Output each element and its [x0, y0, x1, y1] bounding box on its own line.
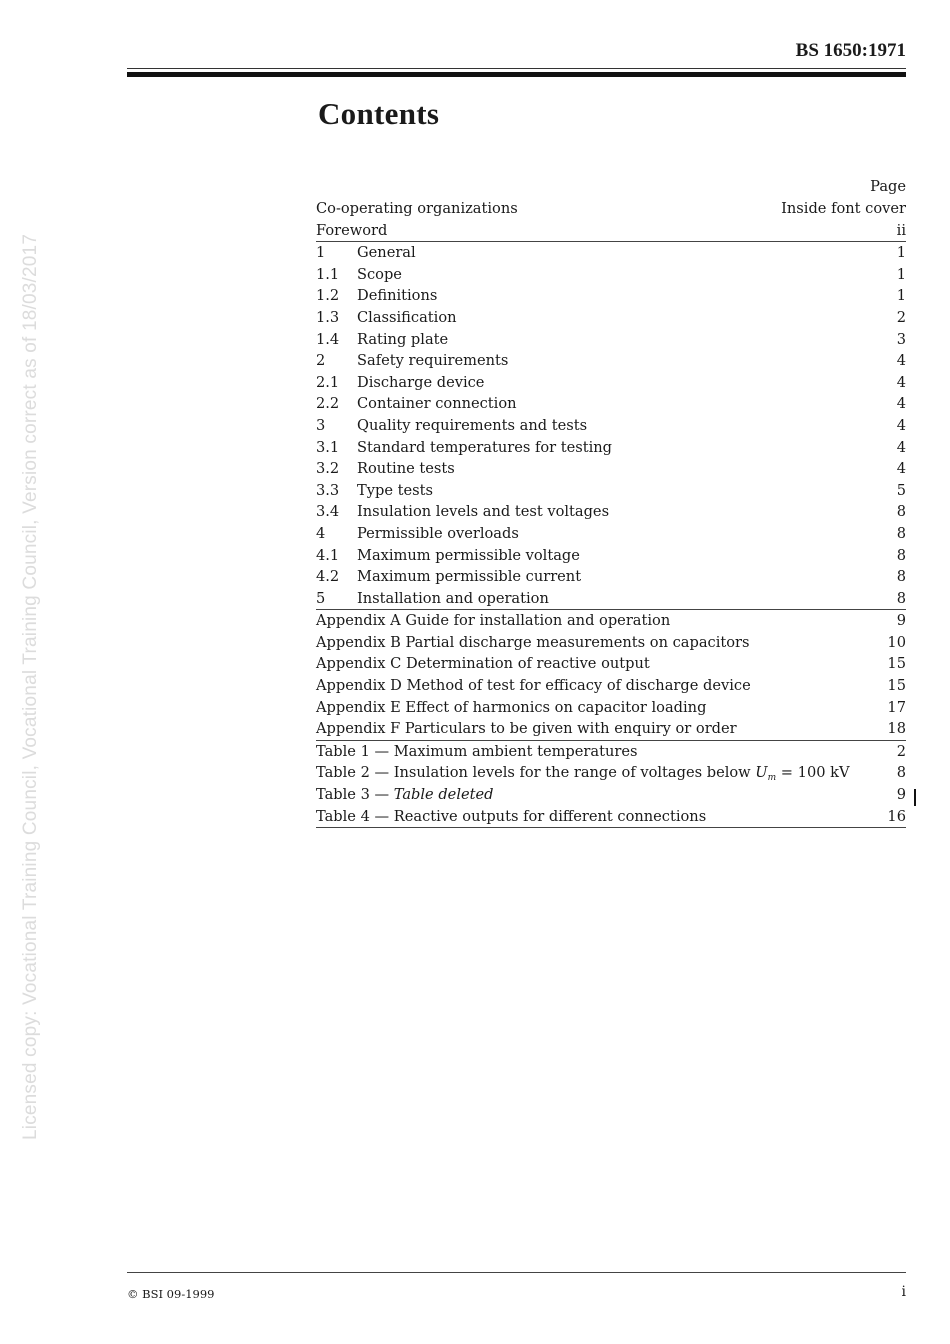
toc-entry[interactable] [316, 393, 906, 415]
toc-entry-label: Standard temperatures for testing [357, 438, 613, 456]
toc-entry-label: Rating plate [357, 330, 449, 348]
toc-entry-label: Table 4 — Reactive outputs for different connections [316, 807, 707, 825]
toc-entry-label-italic: Table deleted [393, 786, 494, 804]
toc-entry-number: 3.3 [316, 481, 340, 499]
toc-entry[interactable] [316, 198, 906, 220]
toc-entry-page: 1 [896, 265, 906, 283]
toc-entry-page: 9 [896, 612, 906, 630]
toc-entry[interactable] [316, 350, 906, 372]
toc-entry-label: Safety requirements [357, 352, 509, 370]
toc-entry[interactable] [316, 632, 906, 654]
voltage-symbol: U [755, 764, 768, 782]
toc-entry-label: Classification [357, 308, 457, 326]
toc-entry-label: Appendix C Determination of reactive output [316, 655, 650, 673]
page-title: Contents [318, 96, 440, 131]
toc-entry[interactable] [316, 566, 906, 588]
page-column-heading: Page [870, 178, 906, 195]
table-of-contents [316, 176, 906, 828]
voltage-subscript: m [767, 773, 777, 784]
toc-entry[interactable] [316, 480, 906, 502]
toc-entry-page: 4 [896, 395, 906, 413]
toc-entry-label: Permissible overloads [357, 524, 519, 542]
toc-entry[interactable] [316, 307, 906, 329]
toc-entry-page: 18 [887, 720, 906, 738]
toc-entry-label-text: Table 3 — [316, 786, 394, 804]
toc-entry[interactable] [316, 501, 906, 523]
toc-entry-label: Type tests [357, 481, 433, 499]
toc-entry[interactable] [316, 588, 906, 610]
toc-entry-page: 1 [896, 244, 906, 262]
toc-entry[interactable] [316, 285, 906, 307]
toc-entry-page: 8 [896, 589, 906, 607]
toc-entry-number: 5 [316, 589, 326, 607]
toc-entry-number: 3.1 [316, 438, 340, 456]
header-rule-thin [127, 68, 906, 69]
toc-entry-page: 15 [887, 655, 906, 673]
toc-entry-label: Co-operating organizations [316, 200, 518, 217]
toc-entry[interactable] [316, 675, 906, 697]
toc-entry-page: 4 [896, 460, 906, 478]
toc-entry-label: Appendix B Partial discharge measurements on capacitors [316, 633, 750, 651]
toc-entry[interactable] [316, 329, 906, 351]
license-watermark: Licensed copy: Vocational Training Council, Vocational Training Council, Version correct as of 18/03/2017 [20, 233, 41, 1140]
toc-entry-page: 3 [896, 330, 906, 348]
toc-entry-label: Discharge device [357, 373, 485, 391]
toc-entry-number: 4 [316, 524, 326, 542]
toc-entry-page: 17 [887, 698, 906, 716]
toc-entry-number: 2 [316, 352, 326, 370]
toc-entry-page: 8 [896, 568, 906, 586]
toc-entry-number: 3 [316, 416, 326, 434]
toc-entry-number: 1.4 [316, 330, 340, 348]
toc-entry-page: 8 [896, 503, 906, 521]
toc-entry[interactable] [316, 806, 906, 828]
toc-entry[interactable] [316, 372, 906, 394]
toc-entry-page: 4 [896, 373, 906, 391]
toc-entry-number: 1.2 [316, 287, 340, 305]
toc-entry-label: Quality requirements and tests [357, 416, 588, 434]
toc-entry[interactable] [316, 437, 906, 459]
toc-clauses [316, 242, 906, 610]
toc-entry-page: 15 [887, 677, 906, 695]
toc-entry[interactable] [316, 697, 906, 719]
toc-entry-number: 4.1 [316, 546, 340, 564]
toc-entry-page: 4 [896, 438, 906, 456]
toc-entry-page: 4 [896, 416, 906, 434]
toc-entry-page: 16 [887, 807, 906, 825]
footer-page-number: i [901, 1284, 906, 1300]
toc-entry[interactable] [316, 458, 906, 480]
toc-entry-page: 2 [896, 742, 906, 760]
toc-entry[interactable] [316, 610, 906, 632]
toc-entry[interactable] [316, 718, 906, 740]
toc-entry[interactable] [316, 264, 906, 286]
toc-entry-label: Appendix F Particulars to be given with enquiry or order [316, 720, 737, 738]
toc-appendices [316, 610, 906, 741]
toc-entry-number: 2.2 [316, 395, 340, 413]
toc-entry-label-text: Table 2 — Insulation levels for the range of voltages below [316, 764, 756, 782]
toc-entry-label: Appendix D Method of test for efficacy of discharge device [316, 677, 751, 695]
toc-tables [316, 741, 906, 828]
toc-entry[interactable] [316, 523, 906, 545]
toc-entry-page: 8 [896, 546, 906, 564]
toc-entry-number: 1.1 [316, 265, 340, 283]
toc-entry[interactable] [316, 653, 906, 675]
change-bar [914, 789, 916, 806]
toc-entry-page: 1 [896, 287, 906, 305]
toc-entry-label [316, 784, 897, 806]
toc-entry-number: 1.3 [316, 308, 340, 326]
header-rule-thick [127, 72, 906, 77]
toc-entry[interactable] [316, 762, 906, 784]
toc-entry-label: Installation and operation [357, 589, 549, 607]
toc-entry-page: 8 [896, 764, 906, 782]
toc-entry-label: Table 1 — Maximum ambient temperatures [316, 742, 638, 760]
toc-entry-label: Maximum permissible current [357, 568, 582, 586]
toc-entry-number: 1 [316, 244, 326, 262]
toc-entry-label: Appendix A Guide for installation and operation [316, 612, 671, 630]
toc-entry-page: ii [896, 221, 906, 239]
footer-rule [127, 1272, 906, 1273]
toc-entry-label: Routine tests [357, 460, 455, 478]
toc-entry-label: Container connection [357, 395, 517, 413]
toc-entry[interactable] [316, 415, 906, 437]
toc-entry-label: Maximum permissible voltage [357, 546, 580, 564]
toc-entry-page: 9 [896, 786, 906, 804]
toc-entry-number: 4.2 [316, 568, 340, 586]
toc-entry[interactable] [316, 220, 906, 242]
toc-entry-page: 8 [896, 524, 906, 542]
toc-front-matter [316, 198, 906, 242]
toc-entry[interactable] [316, 784, 906, 806]
toc-entry-label: Foreword [316, 221, 388, 239]
toc-entry-number: 3.2 [316, 460, 340, 478]
toc-entry-label: General [357, 244, 416, 262]
toc-entry-page: 2 [896, 308, 906, 326]
toc-entry-page: Inside font cover [781, 200, 906, 217]
toc-entry-number: 2.1 [316, 373, 340, 391]
toc-entry-page: 10 [887, 633, 906, 651]
toc-entry[interactable] [316, 545, 906, 567]
toc-entry-label-suffix: = 100 kV [776, 764, 850, 782]
toc-entry-label: Scope [357, 265, 402, 283]
toc-entry-label: Appendix E Effect of harmonics on capacitor loading [316, 698, 707, 716]
toc-entry[interactable] [316, 741, 906, 763]
footer-copyright: © BSI 09-1999 [127, 1287, 215, 1301]
toc-entry-number: 3.4 [316, 503, 340, 521]
toc-entry-page: 5 [896, 481, 906, 499]
toc-entry-label: Insulation levels and test voltages [357, 503, 610, 521]
toc-entry-page: 4 [896, 352, 906, 370]
toc-entry-label: Definitions [357, 287, 438, 305]
toc-entry[interactable] [316, 242, 906, 264]
standard-number: BS 1650:1971 [795, 40, 906, 61]
